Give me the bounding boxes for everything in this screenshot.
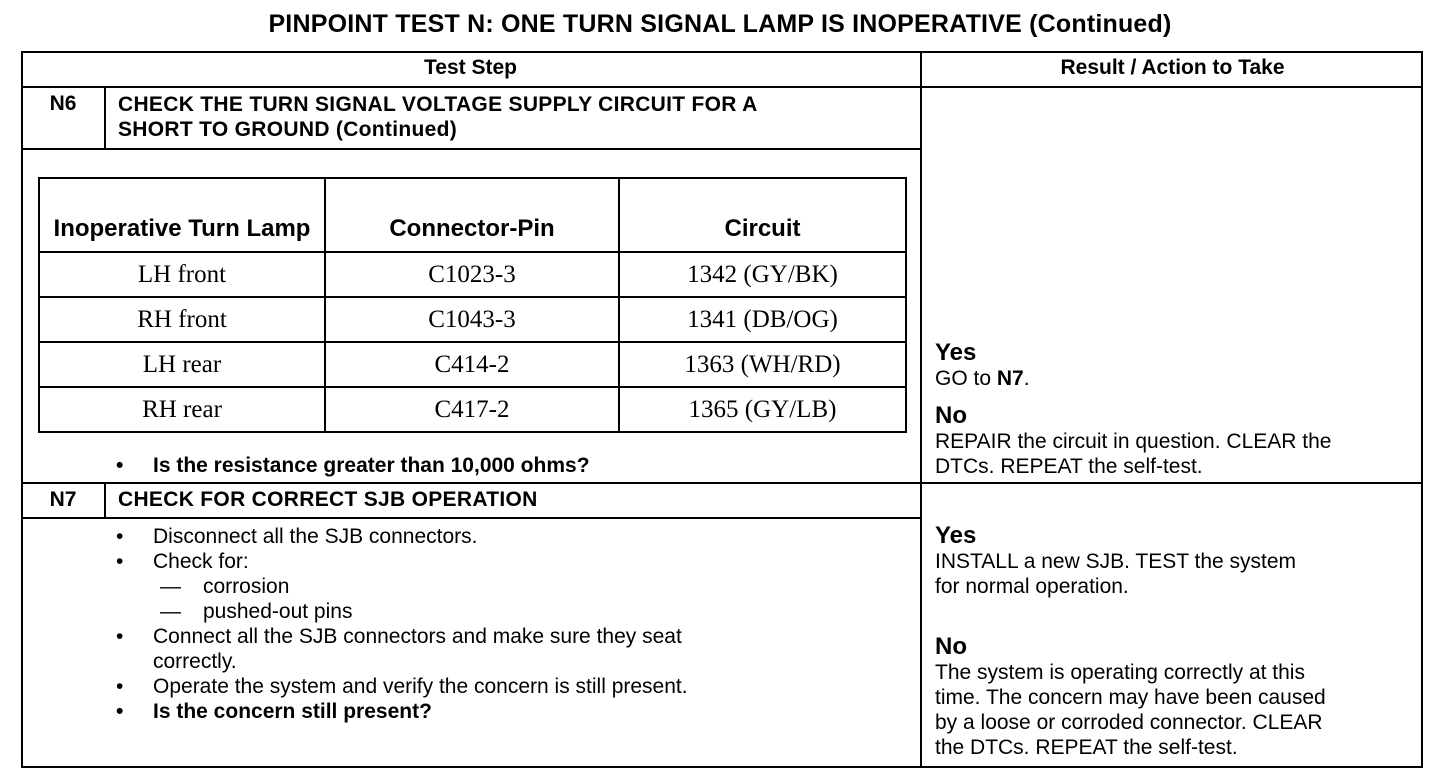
step-n7-title-divider — [21, 517, 922, 519]
list-item: — pushed-out pins — [160, 600, 353, 623]
list-item: • Check for: — [116, 550, 249, 573]
list-item: • Operate the system and verify the concern is still present. — [116, 675, 688, 698]
header-test-step: Test Step — [424, 56, 517, 79]
yes-label: Yes — [935, 522, 977, 549]
no-label: No — [935, 633, 967, 660]
lamp-circuit-header-row — [39, 178, 906, 252]
page-title: PINPOINT TEST N: ONE TURN SIGNAL LAMP IS INOPERATIVE (Continued) — [268, 10, 1172, 38]
list-item: — corrosion — [160, 575, 290, 598]
list-item: • Disconnect all the SJB connectors. — [116, 525, 478, 548]
cell-circuit: 1363 (WH/RD) — [619, 342, 906, 387]
step-divider — [21, 482, 1423, 484]
col-header-lamp: Inoperative Turn Lamp — [39, 178, 325, 252]
step-n7-id: N7 — [49, 488, 77, 511]
yes-label: Yes — [935, 339, 977, 366]
no-label: No — [935, 402, 967, 429]
list-item: • Is the concern still present? — [116, 700, 432, 723]
cell-connector: C1043-3 — [325, 297, 619, 342]
col-header-connector: Connector-Pin — [325, 178, 619, 252]
step-n6-result — [935, 339, 1421, 479]
step-n6-question: • Is the resistance greater than 10,000 ohms? — [116, 454, 590, 477]
cell-connector: C1023-3 — [325, 252, 619, 297]
lamp-circuit-table — [38, 177, 907, 433]
header-divider — [21, 86, 1423, 88]
table-row — [39, 297, 906, 342]
cell-lamp: LH rear — [39, 342, 325, 387]
step-n6-id-divider — [104, 86, 106, 149]
no-action: The system is operating correctly at this time. The concern may have been caused by a loose or corroded connector. CLEAR the DTCs. REPEAT the self-test. — [935, 661, 1326, 759]
cell-lamp: LH front — [39, 252, 325, 297]
step-n6-title: CHECK THE TURN SIGNAL VOLTAGE SUPPLY CIRCUIT FOR A SHORT TO GROUND (Continued) — [118, 93, 758, 141]
bullet-icon: • — [116, 454, 124, 477]
step-n7-id-divider — [104, 482, 106, 519]
yes-action: INSTALL a new SJB. TEST the system for normal operation. — [935, 550, 1297, 598]
table-row — [39, 252, 906, 297]
col-header-circuit: Circuit — [619, 178, 906, 252]
header-result: Result / Action to Take — [1060, 56, 1285, 79]
step-n6-title-divider — [21, 148, 922, 150]
column-divider — [920, 51, 922, 768]
cell-circuit: 1342 (GY/BK) — [619, 252, 906, 297]
step-n7-result — [935, 522, 1421, 760]
cell-connector: C414-2 — [325, 342, 619, 387]
cell-lamp: RH front — [39, 297, 325, 342]
table-row — [39, 342, 906, 387]
step-n7-instructions — [108, 524, 918, 724]
yes-action: GO to N7. — [935, 367, 1030, 390]
list-item: • Connect all the SJB connectors and make sure they seat correctly. — [116, 625, 682, 673]
cell-circuit: 1365 (GY/LB) — [619, 387, 906, 432]
cell-circuit: 1341 (DB/OG) — [619, 297, 906, 342]
cell-lamp: RH rear — [39, 387, 325, 432]
step-n6-id: N6 — [49, 92, 77, 115]
no-action: REPAIR the circuit in question. CLEAR the DTCs. REPEAT the self-test. — [935, 430, 1332, 478]
cell-connector: C417-2 — [325, 387, 619, 432]
table-row — [39, 387, 906, 432]
step-n7-title: CHECK FOR CORRECT SJB OPERATION — [118, 488, 538, 511]
